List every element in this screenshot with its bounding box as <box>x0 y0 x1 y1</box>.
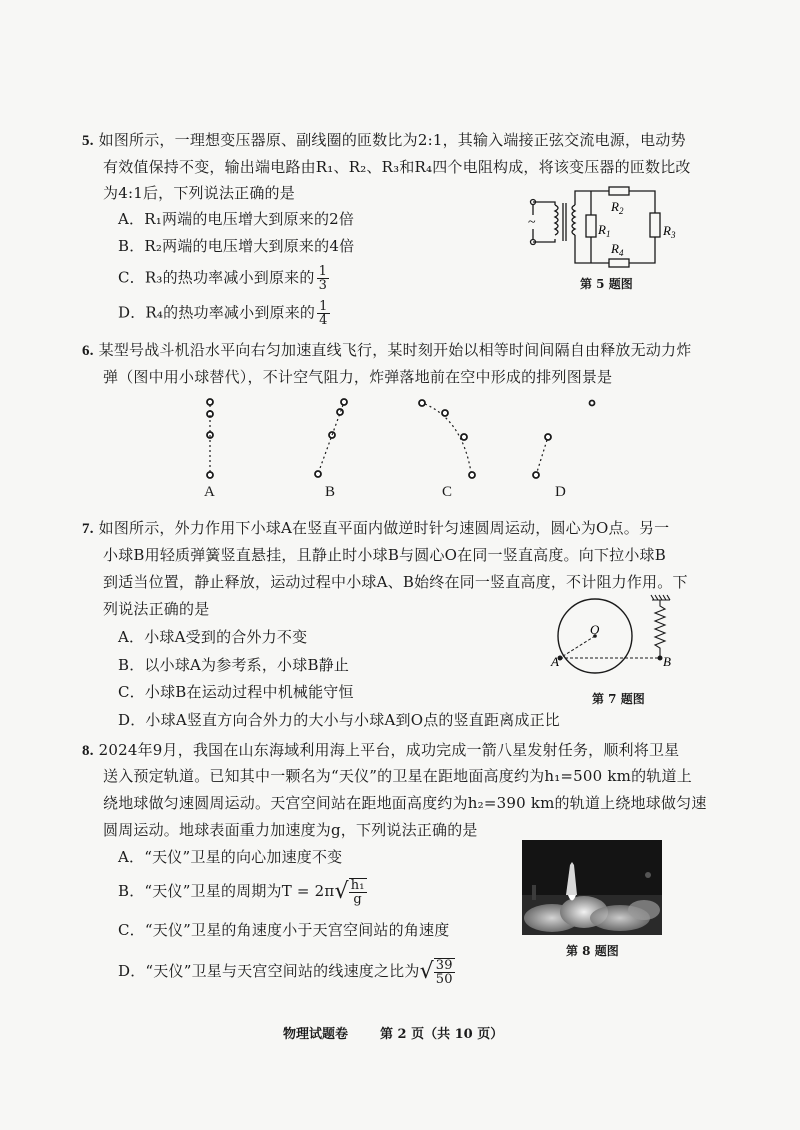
q5-primary-coil <box>555 205 558 235</box>
q6-option-a-ball <box>207 399 213 405</box>
q8-option-a: A．“天仪”卫星的向心加速度不变 <box>118 848 343 866</box>
q6-label-c: C <box>442 484 453 500</box>
q5-line-2: 有效值保持不变，输出端电路由R₁、R₂、R₃和R₄四个电阻构成，将该变压器的匝数比改 <box>103 158 691 176</box>
q6-line-2: 弹（图中用小球替代），不计空气阻力，炸弹落地前在空中形成的排列图景是 <box>103 368 613 386</box>
q5-option-c-fraction: $\frac{1}{3}$ <box>318 264 328 293</box>
q6-option-d-ball <box>545 434 551 440</box>
q5-option-b: B．R₂两端的电压增大到原来的4倍 <box>118 237 355 255</box>
q8-figure-caption: 第 8 题图 <box>566 944 619 958</box>
q5-line-3: 为4:1后，下列说法正确的是 <box>103 184 295 202</box>
q7-option-c: C．小球B在运动过程中机械能守恒 <box>118 683 354 701</box>
q6-label-a: A <box>204 484 216 500</box>
q5-figure-caption: 第 5 题图 <box>580 277 633 291</box>
q7-figure-caption: 第 7 题图 <box>592 692 645 706</box>
q5-option-c: C．R₃的热功率减小到原来的 $\frac{1}{3}$ <box>118 264 328 293</box>
q6-option-c-ball <box>461 434 467 440</box>
q7-spring <box>655 600 665 656</box>
q8-rocket-launch-photo <box>522 840 662 935</box>
q5-label-r2: $R_2$ <box>611 199 624 216</box>
q5-resistor-r1 <box>586 215 596 237</box>
q7-line-1: 7. 如图所示，外力作用下小球A在竖直平面内做逆时针匀速圆周运动，圆心为O点。另一 <box>82 519 670 537</box>
q6-option-d-ball <box>590 401 595 406</box>
q5-circuit-figure <box>525 185 685 270</box>
q5-label-r4: $R_4$ <box>611 241 624 258</box>
q7-line-4: 列说法正确的是 <box>103 600 210 618</box>
q6-bomb-figures <box>180 390 600 500</box>
q8-line-2: 送入预定轨道。已知其中一颗名为“天仪”的卫星在距地面高度约为h₁=500 km的轨道上 <box>103 767 692 785</box>
q5-transformer-core <box>563 203 566 241</box>
q7-option-d: D．小球A竖直方向合外力的大小与小球A到O点的竖直距离成正比 <box>118 711 560 729</box>
q8-option-c: C．“天仪”卫星的角速度小于天宫空间站的角速度 <box>118 921 450 939</box>
q6-option-c-ball <box>469 472 475 478</box>
q8-option-b-sqrt: √ $\frac{\text{h₁}}{g}$ <box>334 878 365 907</box>
q6-option-b-ball <box>341 399 347 405</box>
q6-option-b-ball <box>315 471 321 477</box>
q5-resistor-r3 <box>650 213 660 237</box>
q7-radius <box>560 636 595 658</box>
q5-line-1: 5. 如图所示，一理想变压器原、副线圈的匝数比为2:1，其输入端接正弦交流电源，电动势 <box>82 131 686 149</box>
q8-option-d-sqrt: √ $\frac{39}{50}$ <box>419 958 453 987</box>
q5-resistor-r4 <box>609 259 629 267</box>
q8-option-b: B．“天仪”卫星的周期为T = 2π√ $\frac{\text{h₁}}{g}$ <box>118 878 365 907</box>
q5-option-a: A．R₁两端的电压增大到原来的2倍 <box>118 210 355 228</box>
q8-line-1: 8. 2024年9月，我国在山东海域利用海上平台，成功完成一箭八星发射任务，顺利将卫星 <box>82 741 680 759</box>
q5-source-symbol: ~ <box>528 215 536 230</box>
q5-resistor-r2 <box>609 187 629 195</box>
q6-label-d: D <box>555 484 567 500</box>
q6-option-b-ball <box>337 409 343 415</box>
footer-subject: 物理试题卷 <box>283 1027 349 1042</box>
q6-option-d-ball <box>533 472 539 478</box>
q6-line-1: 6. 某型号战斗机沿水平向右匀加速直线飞行，某时刻开始以相等时间间隔自由释放无动力炸 <box>82 341 692 359</box>
q6-label-b: B <box>325 484 336 500</box>
q5-label-r1: $R_1$ <box>598 222 611 239</box>
q7-ball-b <box>658 656 663 661</box>
q7-label-o: O <box>590 622 600 637</box>
q7-option-a: A．小球A受到的合外力不变 <box>118 628 308 646</box>
q6-option-c-ball <box>419 400 425 406</box>
q8-line-3: 绕地球做匀速圆周运动。天宫空间站在距地面高度约为h₂=390 km的轨道上绕地球做匀速 <box>103 794 707 812</box>
footer-page-number: 第 2 页（共 10 页） <box>380 1027 504 1042</box>
q7-line-3: 到适当位置，静止释放，运动过程中小球A、B始终在同一竖直高度，不计阻力作用。下 <box>103 573 688 591</box>
q7-label-b: B <box>663 654 671 669</box>
q5-label-r3: $R_3$ <box>663 223 676 240</box>
q7-circle-spring-figure <box>550 592 690 678</box>
q8-line-4: 圆周运动。地球表面重力加速度为g，下列说法正确的是 <box>103 821 478 839</box>
q5-option-d-fraction: $\frac{1}{4}$ <box>319 299 328 328</box>
q5-option-d: D．R₄的热功率减小到原来的 $\frac{1}{4}$ <box>118 299 328 328</box>
q8-option-d: D．“天仪”卫星与天宫空间站的线速度之比为√ $\frac{39}{50}$ <box>118 958 453 987</box>
q7-option-b: B．以小球A为参考系，小球B静止 <box>118 656 350 674</box>
q6-option-a-ball <box>207 472 213 478</box>
q7-label-a: A <box>551 654 559 669</box>
q7-ceiling <box>651 595 670 600</box>
q7-line-2: 小球B用轻质弹簧竖直悬挂，且静止时小球B与圆心O在同一竖直高度。向下拉小球B <box>103 546 666 564</box>
q5-secondary-coil <box>572 205 575 235</box>
